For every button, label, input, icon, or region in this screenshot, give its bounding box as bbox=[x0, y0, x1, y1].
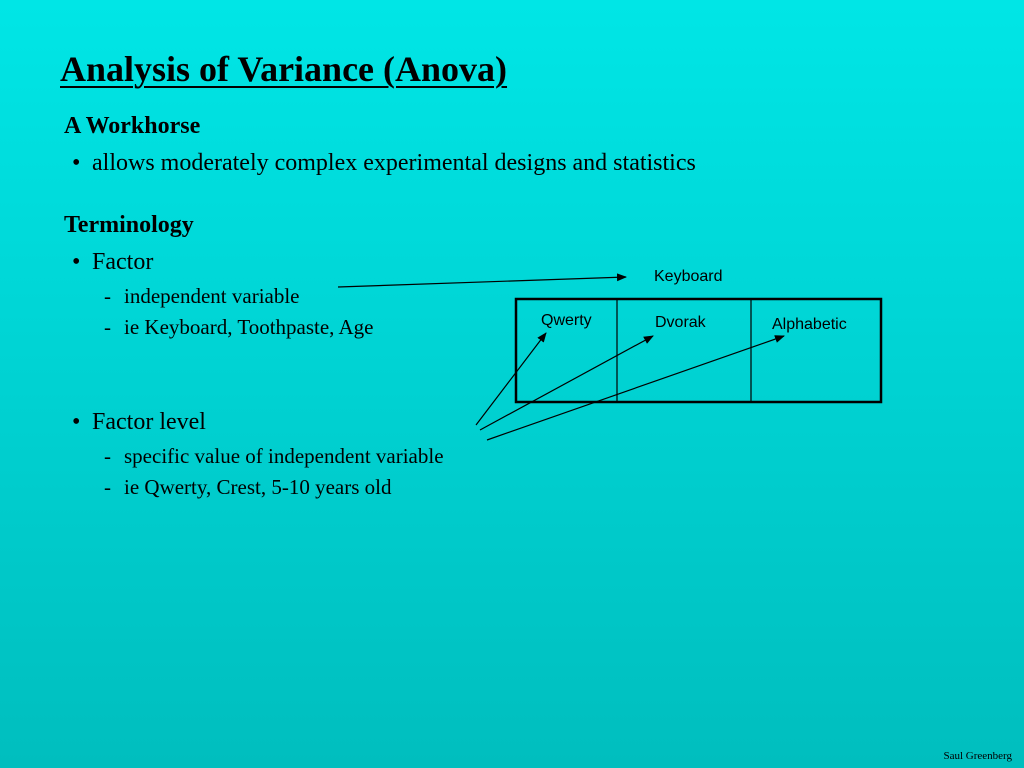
bullet-marker: • bbox=[72, 409, 81, 435]
sub-factor-definition-text: independent variable bbox=[124, 284, 300, 308]
factor-label: Keyboard bbox=[654, 268, 723, 285]
heading-terminology: Terminology bbox=[64, 212, 194, 238]
sub-factor-level-examples-text: ie Qwerty, Crest, 5-10 years old bbox=[124, 475, 392, 499]
level-dvorak: Dvorak bbox=[655, 314, 706, 331]
bullet-workhorse-text: allows moderately complex experimental designs and statistics bbox=[92, 150, 696, 176]
dash-marker: - bbox=[104, 475, 111, 499]
bullet-factor-level-text: Factor level bbox=[92, 409, 206, 435]
sub-factor-examples-text: ie Keyboard, Toothpaste, Age bbox=[124, 315, 374, 339]
level-qwerty: Qwerty bbox=[541, 312, 592, 329]
dash-marker: - bbox=[104, 315, 111, 339]
bullet-factor-text: Factor bbox=[92, 249, 154, 275]
dash-marker: - bbox=[104, 444, 111, 468]
heading-workhorse: A Workhorse bbox=[64, 113, 201, 139]
arrow-to-qwerty bbox=[476, 333, 546, 425]
sub-factor-level-definition-text: specific value of independent variable bbox=[124, 444, 444, 468]
arrow-to-factor bbox=[338, 277, 626, 287]
level-alphabetic: Alphabetic bbox=[772, 316, 847, 333]
slide-title: Analysis of Variance (Anova) bbox=[60, 49, 508, 89]
arrow-to-dvorak bbox=[480, 336, 653, 430]
bullet-marker: • bbox=[72, 150, 81, 176]
dash-marker: - bbox=[104, 284, 111, 308]
slide-footer: Saul Greenberg bbox=[943, 750, 1012, 762]
bullet-marker: • bbox=[72, 249, 81, 275]
